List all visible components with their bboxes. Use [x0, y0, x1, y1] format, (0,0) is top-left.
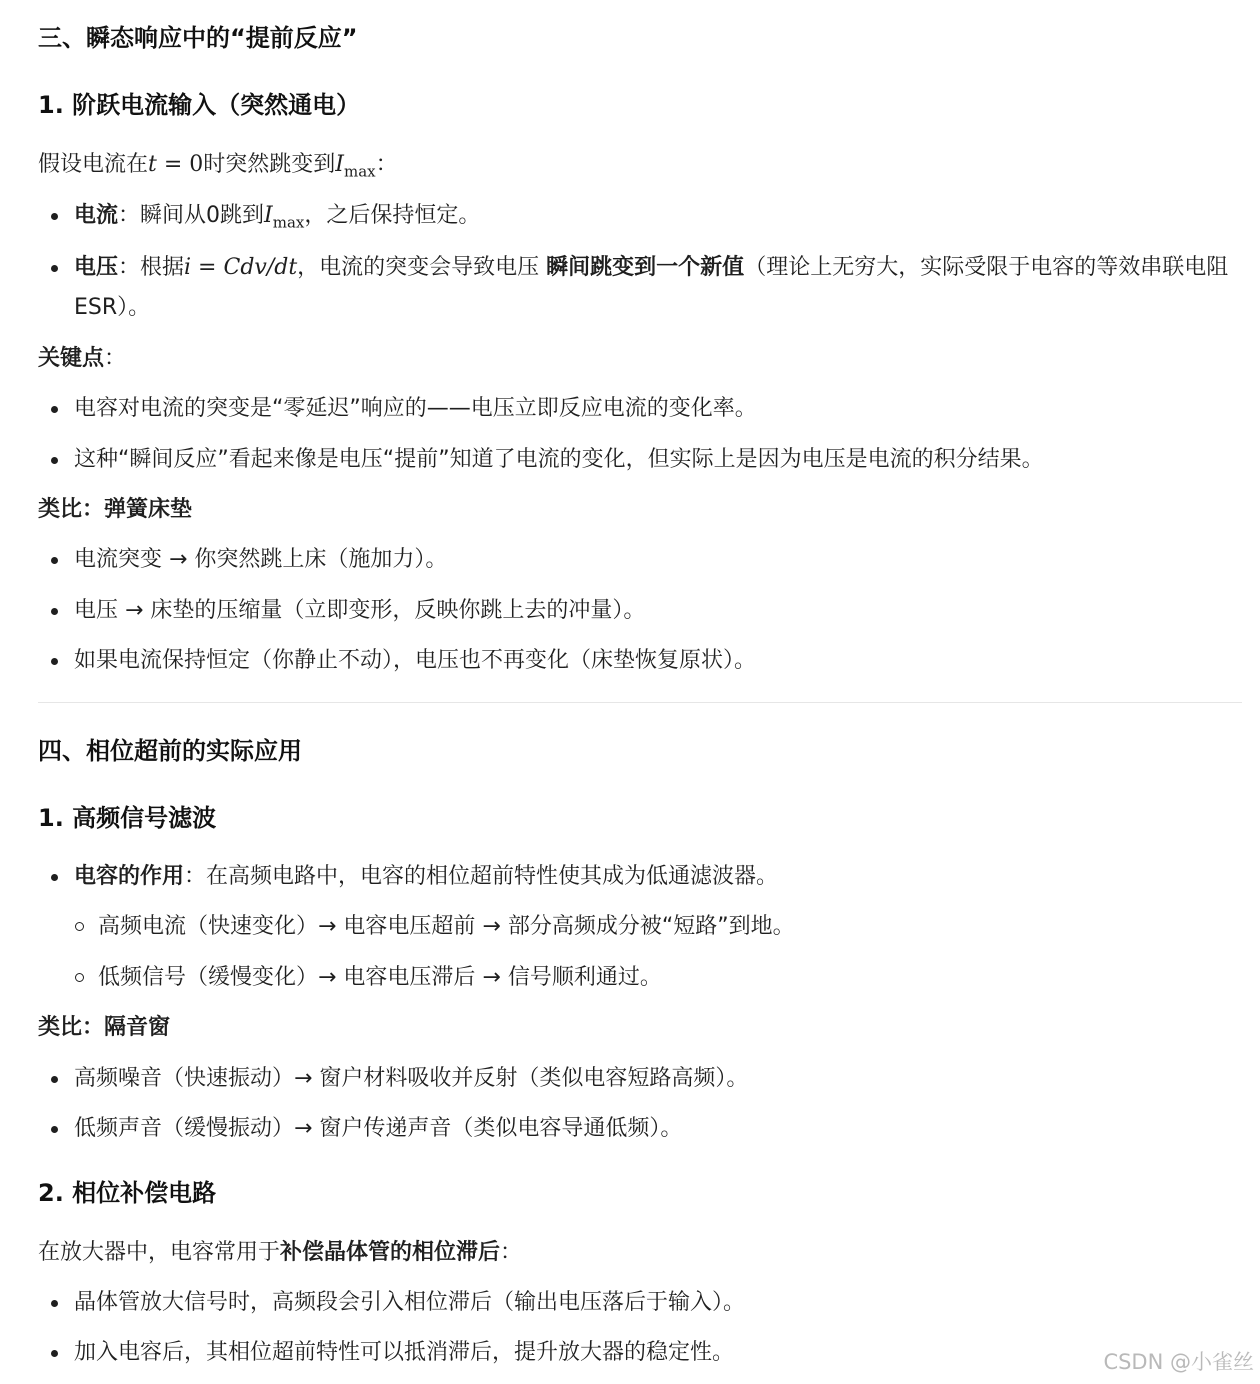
section-heading: 四、相位超前的实际应用: [38, 737, 302, 765]
intro-paragraph: 假设电流在t = 0时突然跳变到$I_{max}$：: [38, 152, 398, 181]
list-item: 晶体管放大信号时，高频段会引入相位滞后（输出电压落后于输入）。: [74, 1287, 745, 1319]
math-i-max: $I_{max}$: [335, 152, 376, 181]
list-item: 电压：根据i = Cdv/dt，电流的突变会导致电压 瞬间跳变到一个新值（理论上无穷大，实际受限于电容的等效串联电阻ESR）。: [74, 248, 1234, 328]
sub-list-item: 低频信号（缓慢变化）→ 电容电压滞后 → 信号顺利通过。: [98, 962, 662, 994]
list-item: 电流：瞬间从0跳到$I_{max}$，之后保持恒定。: [74, 200, 480, 238]
section-divider: [38, 702, 1242, 703]
analogy-heading: 类比：弹簧床垫: [38, 497, 193, 522]
math-capacitor-equation: i = Cdv/dt: [184, 255, 298, 280]
list-item: 高频噪音（快速振动）→ 窗户材料吸收并反射（类似电容短路高频）。: [74, 1063, 748, 1095]
list-item: 如果电流保持恒定（你静止不动），电压也不再变化（床垫恢复原状）。: [74, 645, 756, 677]
math-i-max: $I_{max}$: [264, 203, 305, 232]
list-item: 加入电容后，其相位超前特性可以抵消滞后，提升放大器的稳定性。: [74, 1337, 734, 1369]
list-item: 这种“瞬间反应”看起来像是电压“提前”知道了电流的变化，但实际上是因为电压是电流的积分结果。: [74, 444, 1044, 476]
list-item: 电压 → 床垫的压缩量（立即变形，反映你跳上去的冲量）。: [74, 595, 645, 627]
list-item: 电流突变 → 你突然跳上床（施加力）。: [74, 544, 447, 576]
intro-paragraph: 在放大器中，电容常用于补偿晶体管的相位滞后：: [38, 1240, 523, 1265]
analogy-heading: 类比：隔音窗: [38, 1015, 171, 1040]
list-item: 电容的作用：在高频电路中，电容的相位超前特性使其成为低通滤波器。: [74, 861, 778, 893]
subsection-heading: 2. 相位补偿电路: [38, 1179, 217, 1207]
sub-list-item: 高频电流（快速变化）→ 电容电压超前 → 部分高频成分被“短路”到地。: [98, 911, 795, 943]
subsection-heading: 1. 高频信号滤波: [38, 804, 217, 832]
list-item: 低频声音（缓慢振动）→ 窗户传递声音（类似电容导通低频）。: [74, 1113, 682, 1145]
subsection-heading: 1. 阶跃电流输入（突然通电）: [38, 91, 361, 119]
keypoint-label: 关键点：: [38, 346, 127, 371]
list-item: 电容对电流的突变是“零延迟”响应的——电压立即反应电流的变化率。: [74, 393, 757, 425]
section-heading: 三、瞬态响应中的“提前反应”: [38, 24, 358, 52]
watermark: CSDN @小雀丝: [1103, 1350, 1254, 1374]
math-t-equals-zero: t = 0: [148, 152, 204, 177]
